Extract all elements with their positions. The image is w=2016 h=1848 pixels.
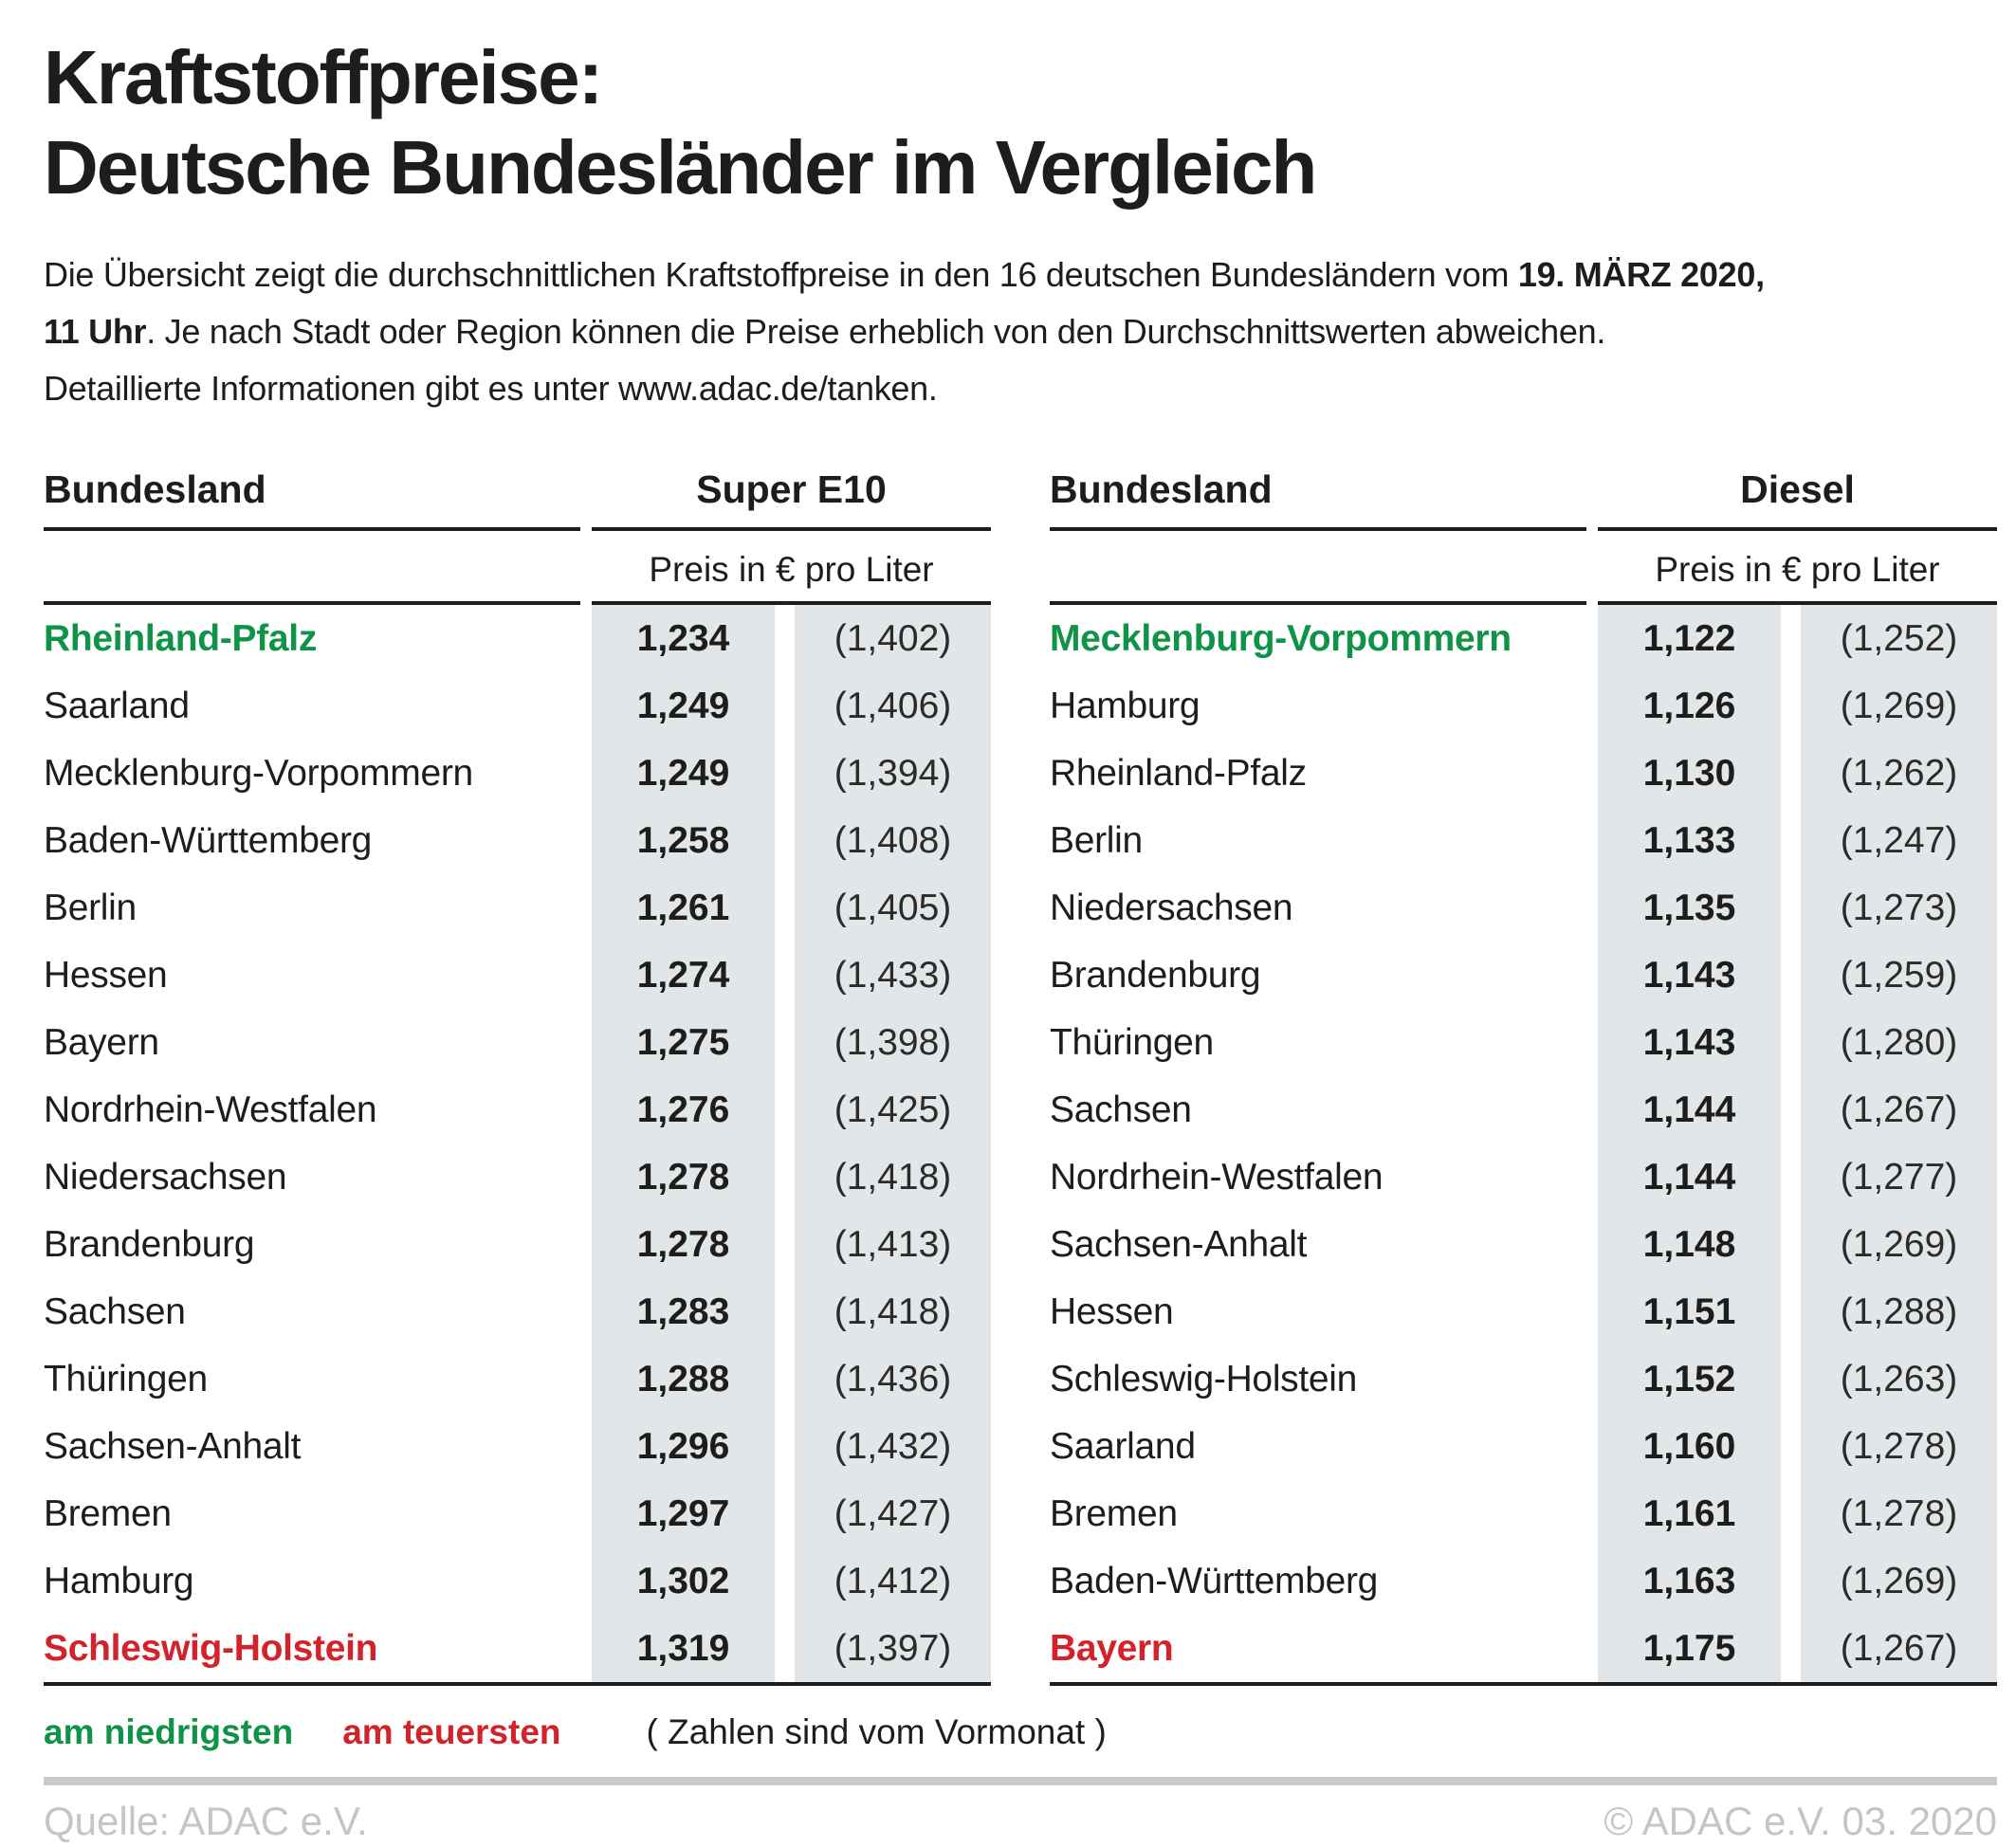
bundesland-name: Bremen: [1050, 1492, 1178, 1534]
column-header-unit: Preis in € pro Liter: [1598, 531, 1997, 605]
current-price: 1,143: [1598, 942, 1781, 1009]
bundesland-name: Bremen: [44, 1492, 172, 1534]
legend-lowest: am niedrigsten: [44, 1712, 294, 1751]
bundesland-name: Nordrhein-Westfalen: [1050, 1156, 1384, 1198]
header-spacer: [1050, 531, 1586, 605]
current-price: 1,319: [592, 1615, 775, 1682]
bundesland-name: Sachsen-Anhalt: [44, 1425, 302, 1467]
bundesland-name: Hessen: [44, 954, 168, 996]
column-header-bundesland: Bundesland: [1050, 463, 1586, 531]
previous-month-price: (1,273): [1801, 874, 1997, 942]
previous-month-price: (1,402): [795, 605, 991, 672]
column-header-bundesland: Bundesland: [44, 463, 580, 531]
previous-month-price: (1,280): [1801, 1009, 1997, 1076]
bundesland-name: Bayern: [44, 1021, 159, 1063]
current-price: 1,160: [1598, 1413, 1781, 1480]
bundesland-name: Rheinland-Pfalz: [1050, 752, 1307, 794]
table-bottom-rule: [1050, 1682, 1997, 1686]
bundesland-name: Baden-Württemberg: [1050, 1560, 1379, 1601]
bundesland-name: Hamburg: [1050, 685, 1200, 726]
copyright-notice: © ADAC e.V. 03. 2020: [1604, 1799, 1997, 1843]
previous-month-price: (1,408): [795, 807, 991, 874]
source-credit: Quelle: ADAC e.V.: [44, 1799, 368, 1843]
current-price: 1,126: [1598, 672, 1781, 740]
current-price: 1,161: [1598, 1480, 1781, 1547]
intro-line3: Detaillierte Informationen gibt es unter www.adac.de/tanken.: [44, 369, 938, 408]
current-price: 1,152: [1598, 1345, 1781, 1413]
current-price: 1,148: [1598, 1211, 1781, 1278]
previous-month-price: (1,269): [1801, 1547, 1997, 1615]
current-price: 1,122: [1598, 605, 1781, 672]
bundesland-name: Baden-Württemberg: [44, 819, 373, 861]
previous-month-price: (1,432): [795, 1413, 991, 1480]
intro-line2: . Je nach Stadt oder Region können die Preise erheblich von den Durchschnittswerten abweichen.: [146, 312, 1606, 351]
bundesland-name: Niedersachsen: [44, 1156, 287, 1198]
current-price: 1,297: [592, 1480, 775, 1547]
footer-divider-bar: [44, 1777, 1997, 1785]
previous-month-price: (1,418): [795, 1144, 991, 1211]
previous-month-price: (1,288): [1801, 1278, 1997, 1345]
previous-month-price: (1,433): [795, 942, 991, 1009]
intro-line1: Die Übersicht zeigt die durchschnittlichen Kraftstoffpreise in den 16 deutschen Bundesländern vom: [44, 255, 1518, 294]
intro-text: [44, 247, 1997, 417]
current-price: 1,278: [592, 1144, 775, 1211]
current-price: 1,278: [592, 1211, 775, 1278]
current-price: 1,302: [592, 1547, 775, 1615]
bundesland-name: Thüringen: [1050, 1021, 1214, 1063]
current-price: 1,249: [592, 740, 775, 807]
bundesland-name: Sachsen: [44, 1290, 186, 1332]
previous-month-price: (1,262): [1801, 740, 1997, 807]
bundesland-name: Schleswig-Holstein: [44, 1627, 378, 1669]
previous-month-price: (1,394): [795, 740, 991, 807]
previous-month-price: (1,406): [795, 672, 991, 740]
previous-month-price: (1,267): [1801, 1615, 1997, 1682]
current-price: 1,296: [592, 1413, 775, 1480]
bundesland-name: Berlin: [44, 887, 137, 928]
bundesland-name: Saarland: [1050, 1425, 1196, 1467]
current-price: 1,234: [592, 605, 775, 672]
current-price: 1,143: [1598, 1009, 1781, 1076]
bundesland-name: Sachsen: [1050, 1089, 1192, 1130]
bundesland-name: Mecklenburg-Vorpommern: [1050, 617, 1512, 659]
bundesland-name: Thüringen: [44, 1358, 208, 1400]
bundesland-name: Bayern: [1050, 1627, 1174, 1669]
title-line-1: Kraftstoffpreise:: [44, 35, 602, 119]
current-price: 1,130: [1598, 740, 1781, 807]
bundesland-name: Brandenburg: [1050, 954, 1261, 996]
tables-section: [44, 463, 1997, 1686]
current-price: 1,175: [1598, 1615, 1781, 1682]
bundesland-name: Mecklenburg-Vorpommern: [44, 752, 473, 794]
bundesland-name: Sachsen-Anhalt: [1050, 1223, 1308, 1265]
column-header-unit: Preis in € pro Liter: [592, 531, 991, 605]
previous-month-price: (1,269): [1801, 672, 1997, 740]
diesel-table: [1050, 463, 1997, 1686]
current-price: 1,283: [592, 1278, 775, 1345]
previous-month-price: (1,425): [795, 1076, 991, 1144]
current-price: 1,274: [592, 942, 775, 1009]
previous-month-price: (1,277): [1801, 1144, 1997, 1211]
previous-month-price: (1,252): [1801, 605, 1997, 672]
previous-month-price: (1,412): [795, 1547, 991, 1615]
previous-month-price: (1,427): [795, 1480, 991, 1547]
super-e10-table-rows: [44, 605, 991, 1682]
current-price: 1,144: [1598, 1076, 1781, 1144]
current-price: 1,144: [1598, 1144, 1781, 1211]
previous-month-price: (1,278): [1801, 1413, 1997, 1480]
previous-month-price: (1,398): [795, 1009, 991, 1076]
previous-month-price: (1,397): [795, 1615, 991, 1682]
previous-month-price: (1,413): [795, 1211, 991, 1278]
current-price: 1,163: [1598, 1547, 1781, 1615]
bundesland-name: Saarland: [44, 685, 190, 726]
header-spacer: [44, 531, 580, 605]
bundesland-name: Niedersachsen: [1050, 887, 1293, 928]
previous-month-price: (1,267): [1801, 1076, 1997, 1144]
legend: [44, 1712, 1997, 1752]
footer: [44, 1799, 1997, 1844]
current-price: 1,151: [1598, 1278, 1781, 1345]
diesel-table-rows: [1050, 605, 1997, 1682]
table-bottom-rule: [44, 1682, 991, 1686]
current-price: 1,258: [592, 807, 775, 874]
previous-month-price: (1,247): [1801, 807, 1997, 874]
bundesland-name: Hamburg: [44, 1560, 194, 1601]
previous-month-price: (1,405): [795, 874, 991, 942]
bundesland-name: Brandenburg: [44, 1223, 255, 1265]
current-price: 1,276: [592, 1076, 775, 1144]
super-e10-table: [44, 463, 991, 1686]
previous-month-price: (1,263): [1801, 1345, 1997, 1413]
previous-month-price: (1,278): [1801, 1480, 1997, 1547]
column-header-fuel-type: Super E10: [592, 463, 991, 531]
current-price: 1,288: [592, 1345, 775, 1413]
previous-month-price: (1,259): [1801, 942, 1997, 1009]
column-header-fuel-type: Diesel: [1598, 463, 1997, 531]
previous-month-price: (1,418): [795, 1278, 991, 1345]
legend-highest: am teuersten: [342, 1712, 561, 1751]
diesel-table-header: [1050, 463, 1997, 605]
super-e10-table-header: [44, 463, 991, 605]
current-price: 1,261: [592, 874, 775, 942]
intro-date-bold: 19. MÄRZ 2020,: [1517, 255, 1765, 294]
bundesland-name: Schleswig-Holstein: [1050, 1358, 1358, 1400]
previous-month-price: (1,436): [795, 1345, 991, 1413]
current-price: 1,275: [592, 1009, 775, 1076]
bundesland-name: Rheinland-Pfalz: [44, 617, 318, 659]
current-price: 1,133: [1598, 807, 1781, 874]
legend-note: ( Zahlen sind vom Vormonat ): [646, 1712, 1107, 1751]
title-line-2: Deutsche Bundesländer im Vergleich: [44, 125, 1316, 210]
bundesland-name: Nordrhein-Westfalen: [44, 1089, 377, 1130]
previous-month-price: (1,269): [1801, 1211, 1997, 1278]
intro-time-bold: 11 Uhr: [44, 312, 147, 351]
page-title: [44, 32, 1997, 212]
current-price: 1,135: [1598, 874, 1781, 942]
bundesland-name: Berlin: [1050, 819, 1143, 861]
current-price: 1,249: [592, 672, 775, 740]
bundesland-name: Hessen: [1050, 1290, 1174, 1332]
